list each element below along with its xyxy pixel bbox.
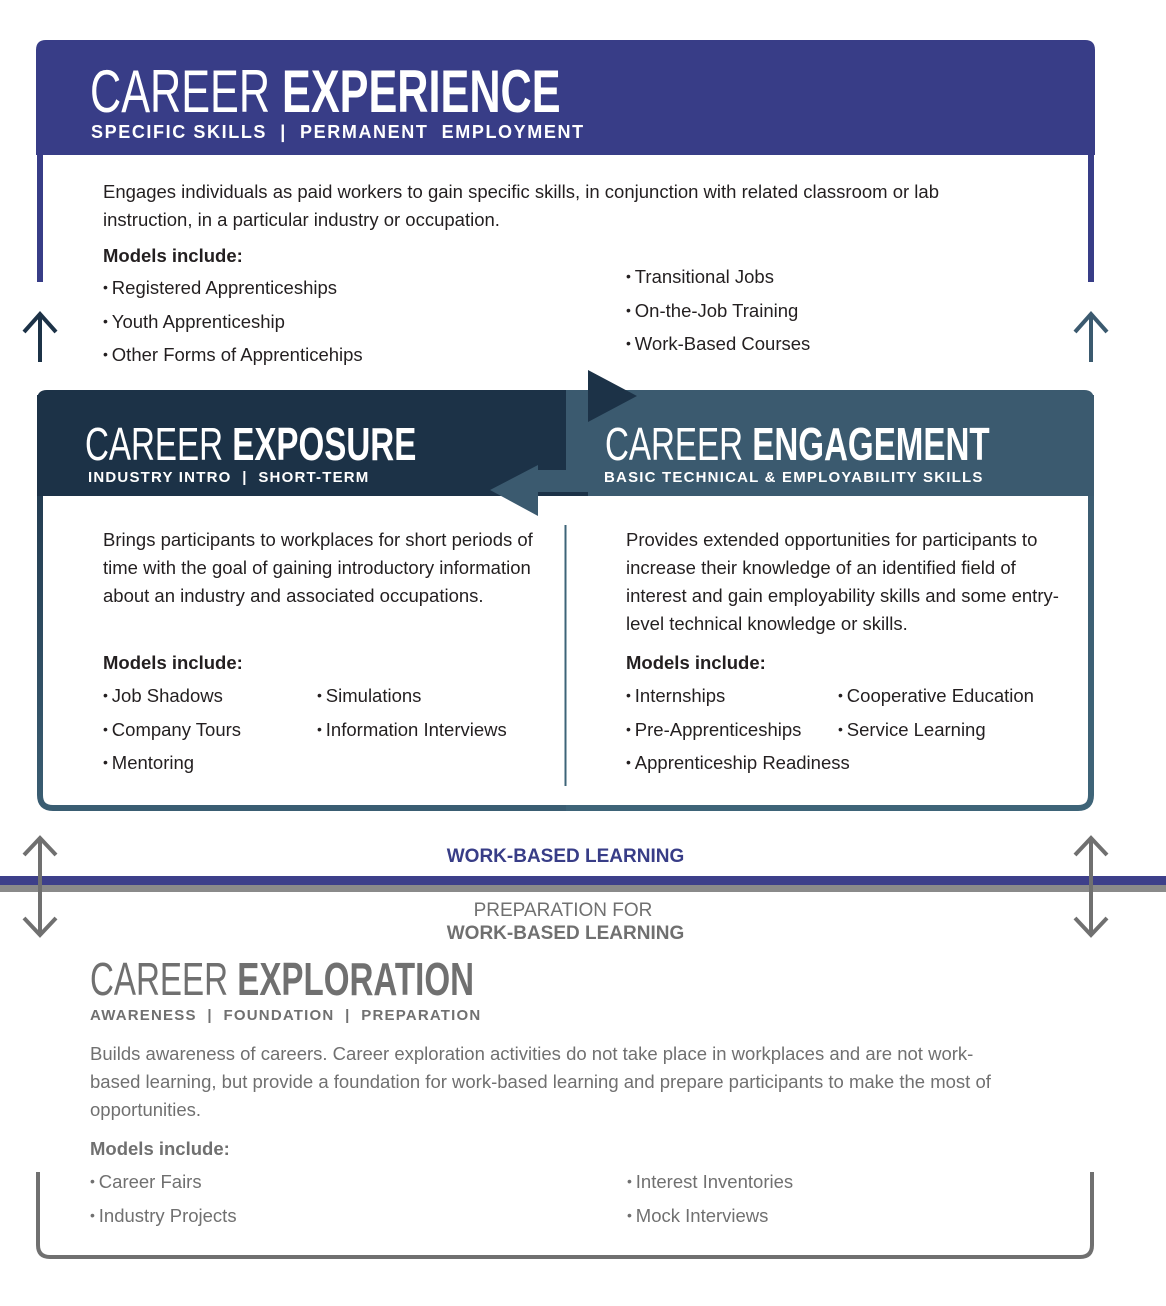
- experience-subtitle: SPECIFIC SKILLS | PERMANENT EMPLOYMENT: [91, 122, 585, 142]
- experience-title: [90, 58, 561, 125]
- exposure-title-bold: EXPOSURE: [232, 418, 417, 470]
- exploration-title-bold: EXPLORATION: [237, 953, 474, 1005]
- prep-label-line1: PREPARATION FOR: [473, 900, 653, 921]
- exploration-model-item: • Industry Projects: [90, 1205, 237, 1227]
- engagement-model-item: • Pre-Apprenticeships: [626, 719, 801, 741]
- experience-title-bold: EXPERIENCE: [282, 58, 561, 125]
- experience-model-item: • On-the-Job Training: [626, 300, 798, 322]
- experience-model-item: • Other Forms of Apprenticehips: [103, 344, 363, 366]
- experience-model-item: • Transitional Jobs: [626, 266, 774, 288]
- exploration-subtitle: AWARENESS | FOUNDATION | PREPARATION: [90, 1007, 482, 1024]
- engagement-model-item: • Cooperative Education: [838, 685, 1034, 707]
- experience-frame-left: [37, 150, 43, 282]
- engagement-models-heading: Models include:: [626, 652, 766, 673]
- exploration-title: [90, 953, 474, 1005]
- experience-frame-right: [1088, 150, 1094, 282]
- exposure-description: Brings participants to workplaces for short periods of time with the goal of gaining introductory information about an industry and associated occupations.: [103, 529, 533, 606]
- engagement-model-item: • Service Learning: [838, 719, 986, 741]
- exposure-model-item: • Mentoring: [103, 752, 194, 774]
- experience-model-item: • Youth Apprenticeship: [103, 311, 285, 333]
- exposure-title-light: CAREER: [85, 418, 224, 470]
- engagement-title: [605, 418, 990, 470]
- exposure-models-heading: Models include:: [103, 652, 243, 673]
- experience-description: Engages individuals as paid workers to gain specific skills, in conjunction with related classroom or lab instruction, in a particular industry or occupation.: [103, 181, 939, 230]
- engagement-model-item: • Internships: [626, 685, 725, 707]
- exposure-model-item: • Job Shadows: [103, 685, 223, 707]
- engagement-subtitle: BASIC TECHNICAL & EMPLOYABILITY SKILLS: [604, 469, 984, 486]
- exploration-title-light: CAREER: [90, 953, 229, 1005]
- prep-label-line2: WORK-BASED LEARNING: [446, 923, 685, 944]
- divider-band-grey: [0, 885, 1166, 892]
- experience-title-light: CAREER: [90, 58, 271, 125]
- experience-model-item: • Work-Based Courses: [626, 333, 810, 355]
- exploration-model-item: • Interest Inventories: [627, 1171, 793, 1193]
- exploration-model-item: • Mock Interviews: [627, 1205, 768, 1227]
- engagement-description: Provides extended opportunities for participants to increase their knowledge of an identified field of interest and gain employability skills and some entry-level technical knowledge or skills.: [626, 529, 1059, 634]
- experience-model-item: • Registered Apprenticeships: [103, 277, 337, 299]
- wbl-label: WORK-BASED LEARNING: [446, 846, 685, 867]
- exposure-subtitle: INDUSTRY INTRO | SHORT-TERM: [88, 469, 370, 486]
- up-arrow-left-icon: [24, 314, 56, 362]
- exposure-title: [85, 418, 417, 470]
- engagement-title-light: CAREER: [605, 418, 744, 470]
- exposure-model-item: • Simulations: [317, 685, 421, 707]
- up-arrow-right-icon: [1075, 314, 1107, 362]
- engagement-title-bold: ENGAGEMENT: [752, 418, 990, 470]
- exposure-model-item: • Company Tours: [103, 719, 241, 741]
- divider-band: [0, 876, 1166, 885]
- exploration-description: Builds awareness of careers. Career exploration activities do not take place in workplaces and are not work-based learning, but provide a foundation for work-based learning and prepare participants to make the most of opportunities.: [90, 1043, 991, 1120]
- engagement-model-item: • Apprenticeship Readiness: [626, 752, 850, 774]
- exploration-model-item: • Career Fairs: [90, 1171, 202, 1193]
- experience-models-heading: Models include:: [103, 245, 243, 266]
- exploration-models-heading: Models include:: [90, 1138, 230, 1159]
- exposure-model-item: • Information Interviews: [317, 719, 507, 741]
